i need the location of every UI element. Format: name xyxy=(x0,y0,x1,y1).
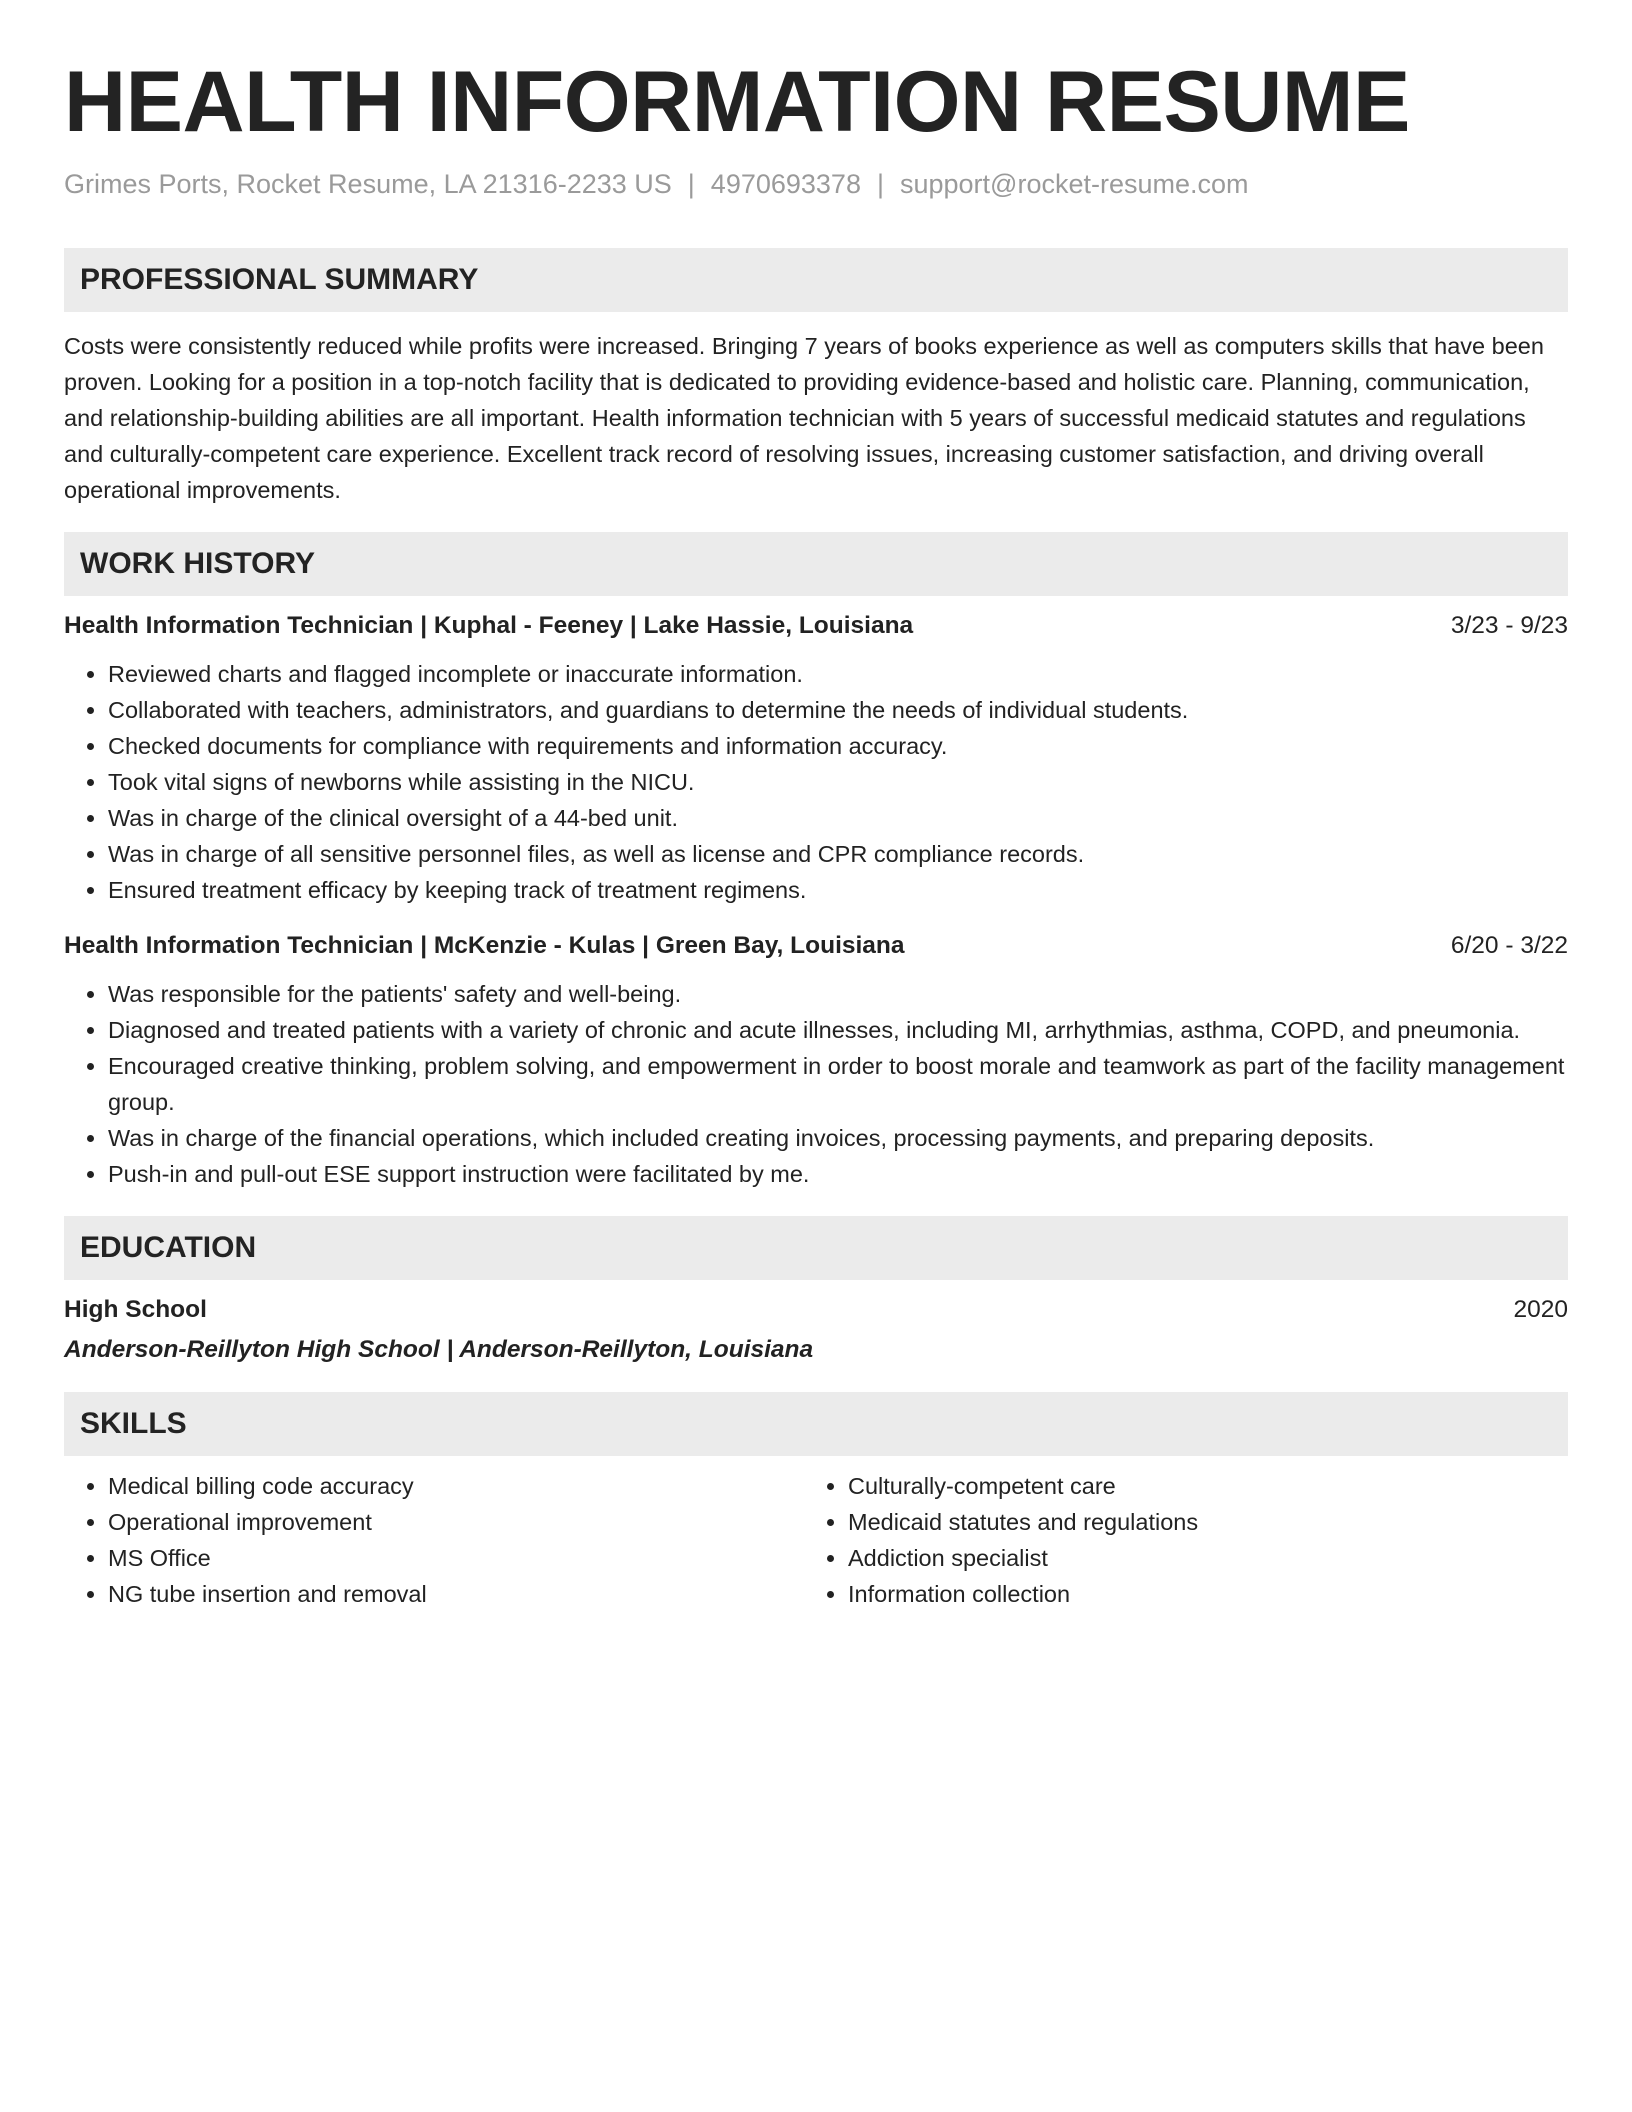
summary-heading: PROFESSIONAL SUMMARY xyxy=(64,248,1568,312)
skill-item: • NG tube insertion and removal xyxy=(108,1576,804,1612)
skill-item: • MS Office xyxy=(108,1540,804,1576)
contact-phone: 4970693378 xyxy=(710,169,861,199)
skill-item: • Addiction specialist xyxy=(848,1540,1544,1576)
job-bullet: • Push-in and pull-out ESE support instruction were facilitated by me. xyxy=(108,1156,1568,1192)
job-bullet: • Checked documents for compliance with requirements and information accuracy. xyxy=(108,728,1568,764)
job-bullet: • Reviewed charts and flagged incomplete or inaccurate information. xyxy=(108,656,1568,692)
skill-item: • Operational improvement xyxy=(108,1504,804,1540)
job-bullets xyxy=(64,656,1568,908)
resume-title: HEALTH INFORMATION RESUME xyxy=(64,54,1410,150)
job-entry xyxy=(64,928,1568,1192)
skill-item: • Medicaid statutes and regulations xyxy=(848,1504,1544,1540)
education-school: Anderson-Reillyton High School | Anderson-Reillyton, Louisiana xyxy=(64,1336,814,1363)
contact-line xyxy=(64,168,1568,200)
skills-column-left xyxy=(64,1468,804,1612)
job-bullet: • Collaborated with teachers, administrators, and guardians to determine the needs of individual students. xyxy=(108,692,1568,728)
resume-page xyxy=(64,0,1568,1612)
job-bullet: • Was responsible for the patients' safety and well-being. xyxy=(108,976,1568,1012)
contact-address: Grimes Ports, Rocket Resume, LA 21316-2233 US xyxy=(64,169,672,199)
education-header xyxy=(64,1292,1568,1328)
job-dates: 6/20 - 3/22 xyxy=(1450,932,1568,959)
skill-item: • Culturally-competent care xyxy=(848,1468,1544,1504)
skills-list xyxy=(64,1468,1568,1612)
job-bullet: • Was in charge of the financial operations, which included creating invoices, processing payments, and preparing deposits. xyxy=(108,1120,1568,1156)
education-year: 2020 xyxy=(1513,1296,1568,1323)
skill-item: • Medical billing code accuracy xyxy=(108,1468,804,1504)
job-bullet: • Ensured treatment efficacy by keeping track of treatment regimens. xyxy=(108,872,1568,908)
education-degree: High School xyxy=(64,1296,207,1323)
work-history-heading: WORK HISTORY xyxy=(64,532,1568,596)
job-bullet: • Took vital signs of newborns while assisting in the NICU. xyxy=(108,764,1568,800)
contact-separator: | xyxy=(876,169,884,199)
education-entry xyxy=(64,1292,1568,1368)
contact-email: support@rocket-resume.com xyxy=(899,169,1249,199)
job-header xyxy=(64,928,1568,964)
skill-item: • Information collection xyxy=(848,1576,1544,1612)
education-heading: EDUCATION xyxy=(64,1216,1568,1280)
summary-text: Costs were consistently reduced while profits were increased. Bringing 7 years of books experience as well as computers skills that have been proven. Looking for a position in a top-notch facility that is dedicated to providing evidence-based and holistic care. Planning, communication, and relationship-building abilities are all important. Health information technician with 5 years of successful medicaid statutes and regulations and culturally-competent care experience. Excellent track record of resolving issues, increasing customer satisfaction, and driving overall operational improvements. xyxy=(64,333,1544,503)
skills-heading: SKILLS xyxy=(64,1392,1568,1456)
job-bullet: • Diagnosed and treated patients with a variety of chronic and acute illnesses, including MI, arrhythmias, asthma, COPD, and pneumonia. xyxy=(108,1012,1568,1048)
job-title: Health Information Technician | Kuphal - Feeney | Lake Hassie, Louisiana xyxy=(64,612,914,639)
job-bullet: • Encouraged creative thinking, problem solving, and empowerment in order to boost morale and teamwork as part of the facility management group. xyxy=(108,1048,1568,1120)
job-entry xyxy=(64,608,1568,908)
job-dates: 3/23 - 9/23 xyxy=(1450,612,1568,639)
contact-separator: | xyxy=(687,169,695,199)
job-bullets xyxy=(64,976,1568,1192)
job-title: Health Information Technician | McKenzie - Kulas | Green Bay, Louisiana xyxy=(64,932,905,959)
skills-column-right xyxy=(804,1468,1544,1612)
job-bullet: • Was in charge of all sensitive personnel files, as well as license and CPR compliance records. xyxy=(108,836,1568,872)
job-bullet: • Was in charge of the clinical oversight of a 44-bed unit. xyxy=(108,800,1568,836)
job-header xyxy=(64,608,1568,644)
